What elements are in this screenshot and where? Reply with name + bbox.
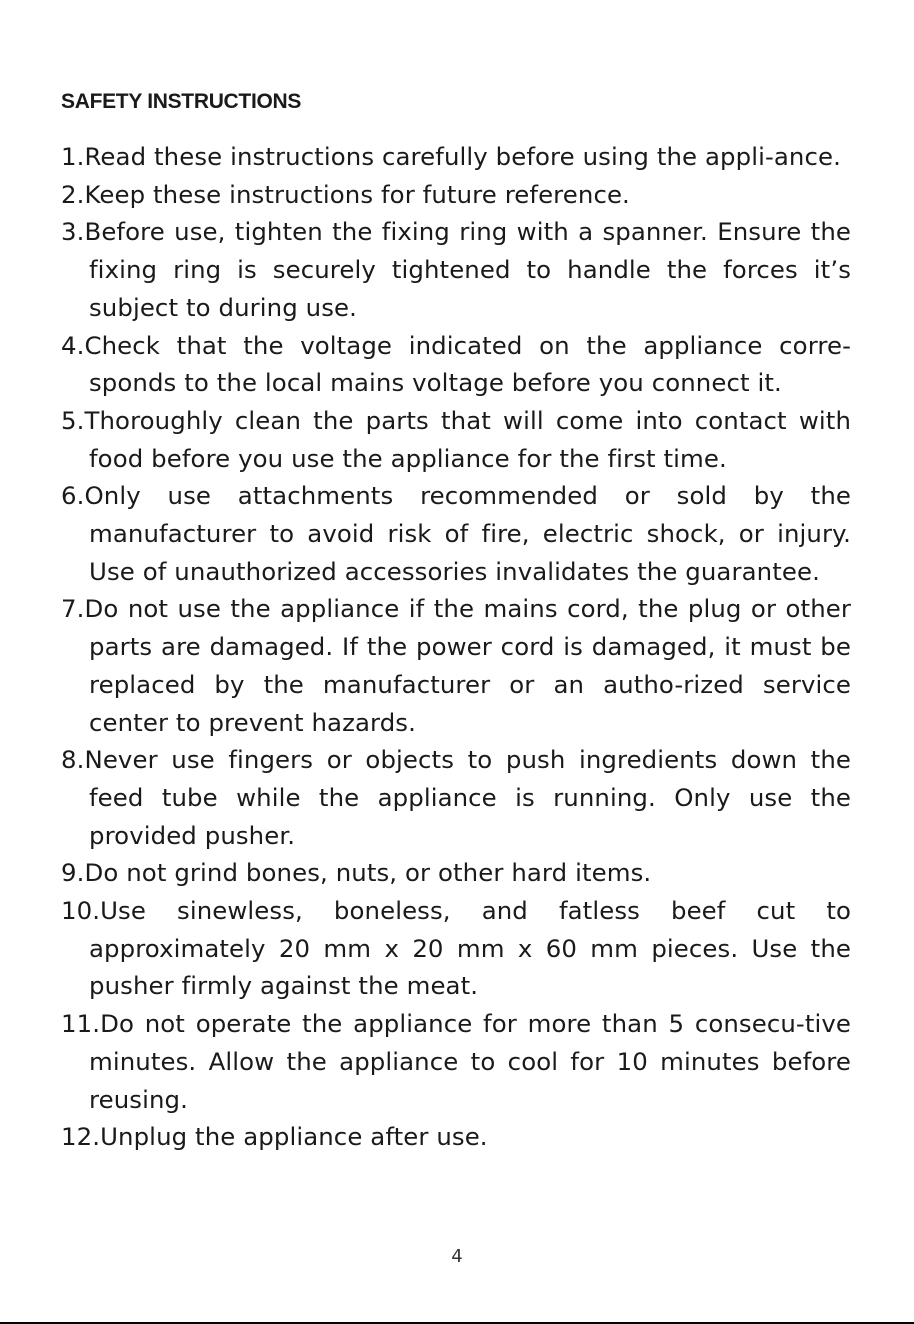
item-text: Do not operate the appliance for more than 5 consecu-tive minutes. Allow the appliance to cool for 10 minutes before reusing. [89,1009,851,1114]
item-text: Read these instructions carefully before using the appli-ance. [84,142,841,171]
item-number: 1. [61,142,85,171]
item-number: 3. [61,217,85,247]
list-item [61,1118,851,1156]
item-number: 11. [61,1009,101,1039]
item-text: Do not use the appliance if the mains cord, the plug or other parts are damaged. If the power cord is damaged, it must be replaced by the manufacturer or an autho-rized service center to prevent hazards. [84,594,851,737]
list-item [61,477,851,590]
item-number: 9. [61,858,85,888]
list-item [61,741,851,854]
list-item [61,590,851,741]
list-item [61,176,851,214]
list-item [61,327,851,402]
item-text: Never use fingers or objects to push ingredients down the feed tube while the appliance is running. Only use the provided pusher. [84,745,851,850]
item-number: 10. [61,896,101,926]
safety-instructions-list [61,138,851,1156]
item-number: 4. [61,330,85,360]
item-number: 8. [61,745,85,775]
item-number: 5. [61,405,85,435]
list-item [61,892,851,1005]
list-item [61,138,851,176]
page-number: 4 [451,1246,463,1267]
item-number: 6. [61,481,85,511]
item-text: Only use attachments recommended or sold by the manufacturer to avoid risk of fire, electric shock, or injury. Use of unauthorized accessories invalidates the guarantee. [84,481,851,586]
list-item [61,1005,851,1118]
item-text: Unplug the appliance after use. [100,1122,488,1152]
item-number: 7. [61,594,85,624]
item-text: Before use, tighten the fixing ring with a spanner. Ensure the fixing ring is securely tightened to handle the forces it’s subject to during use. [84,217,851,322]
item-text: Do not grind bones, nuts, or other hard items. [84,858,652,888]
list-item [61,854,851,892]
item-number: 12. [61,1122,101,1152]
item-text: Check that the voltage indicated on the appliance corre-sponds to the local mains voltage before you connect it. [84,330,851,398]
item-text: Keep these instructions for future reference. [84,179,630,209]
item-text: Use sinewless, boneless, and fatless beef cut to approximately 20 mm x 20 mm x 60 mm pieces. Use the pusher firmly against the meat. [89,896,851,1001]
list-item [61,213,851,326]
item-text: Thoroughly clean the parts that will come into contact with food before you use the appliance for the first time. [84,405,851,473]
section-heading: SAFETY INSTRUCTIONS [61,90,302,113]
list-item [61,402,851,477]
item-number: 2. [61,179,85,209]
